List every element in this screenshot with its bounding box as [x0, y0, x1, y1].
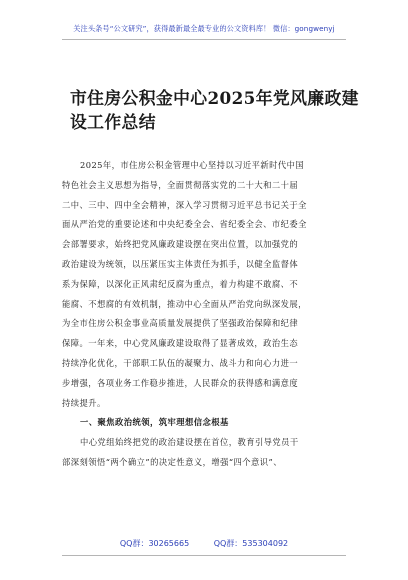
- paragraph-line: 部深刻领悟“两个确立”的决定性意义，增强“四个意识”、: [62, 456, 282, 467]
- paragraph-line: 会部署要求，始终把党风廉政建设摆在突出位置，以加强党的: [62, 239, 299, 250]
- section-heading: 一、聚焦政治统领，筑牢理想信念根基: [80, 417, 229, 428]
- paragraph-line: 特色社会主义思想为指导，全面贯彻落实党的二十大和二十届: [62, 179, 299, 190]
- paragraph-line: 能腐、不想腐的有效机制，推动中心全面从严治党向纵深发展，: [62, 298, 307, 309]
- document-title: [70, 86, 359, 134]
- document-body: [62, 156, 348, 473]
- paragraph-line: 保障。一年来，中心党风廉政建设取得了显著成效，政治生态: [62, 338, 299, 349]
- paragraph-line: 二中、三中、四中全会精神，深入学习贯彻习近平总书记关于全: [62, 199, 307, 210]
- header-banner: 关注头条号“公文研究”，获得最新最全最专业的公文资料库！ 微信：gongwenyj: [73, 24, 335, 33]
- paragraph-line: 2025年，市住房公积金管理中心坚持以习近平新时代中国: [80, 160, 305, 170]
- title-line-1: 市住房公积金中心2025年党风廉政建: [70, 88, 359, 108]
- footer-qq-group-1: QQ群：30265665: [119, 539, 190, 548]
- footer-contact: [0, 538, 408, 549]
- paragraph-line: 政治建设为统领，以压紧压实主体责任为抓手，以健全监督体: [62, 258, 299, 269]
- paragraph-line: 系为保障，以深化正风肃纪反腐为重点，着力构建不敢腐、不: [62, 278, 299, 289]
- paragraph-line: 面从严治党的重要论述和中央纪委全会、省纪委全会、市纪委全: [62, 219, 307, 230]
- title-line-2: 设工作总结: [70, 112, 156, 132]
- paragraph-line: 持续提升。: [62, 397, 106, 408]
- footer-divider: [62, 555, 346, 556]
- paragraph-line: 持续净化优化，干部职工队伍的凝聚力、战斗力和向心力进一: [62, 357, 299, 368]
- footer-qq-group-2: QQ群：535304092: [213, 539, 289, 548]
- paragraph-line: 中心党组始终把党的政治建设摆在首位，教育引导党员干: [80, 437, 299, 448]
- paragraph-line: 步增强，各项业务工作稳步推进，人民群众的获得感和满意度: [62, 377, 299, 388]
- paragraph-line: 为全市住房公积金事业高质量发展提供了坚强政治保障和纪律: [62, 318, 299, 329]
- header-divider: [62, 39, 346, 40]
